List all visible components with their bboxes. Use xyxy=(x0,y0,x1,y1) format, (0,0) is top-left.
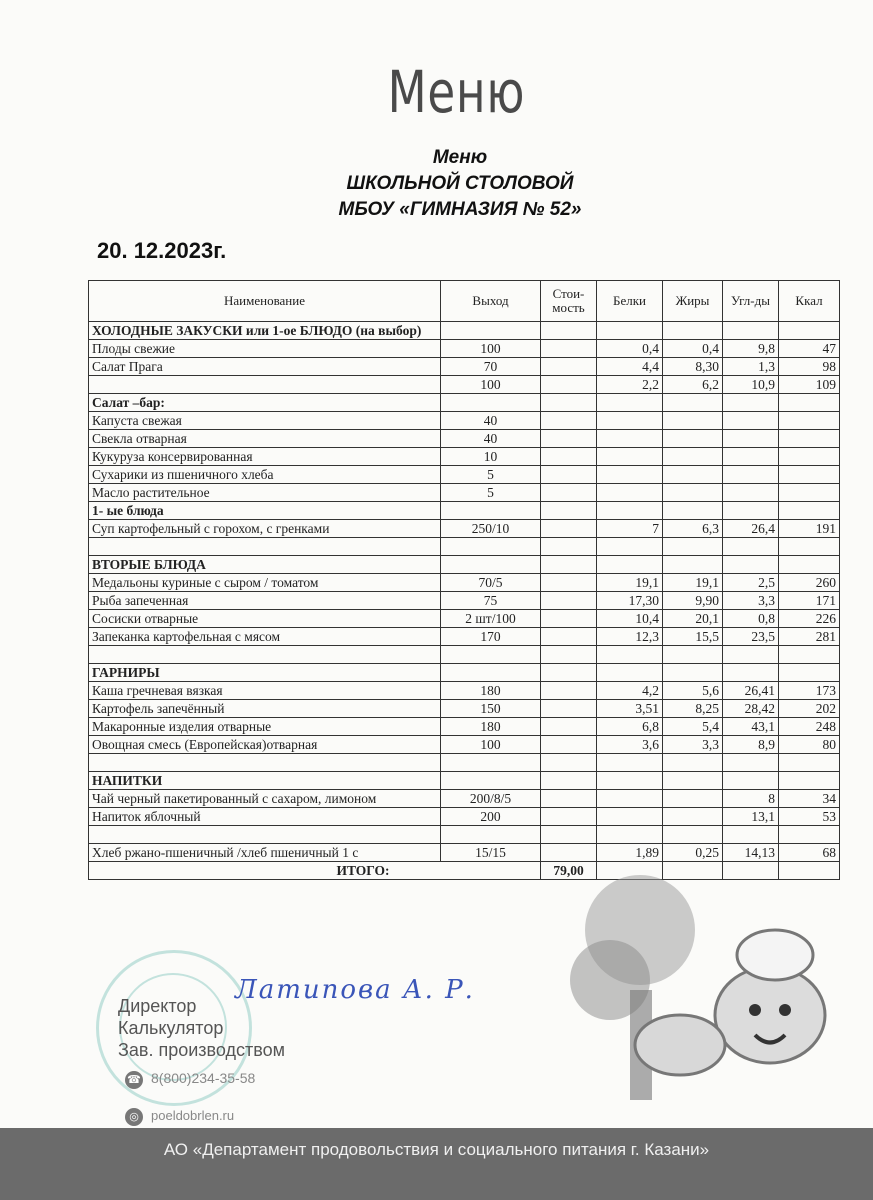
cell-yield: 180 xyxy=(441,682,541,700)
cell-carbs xyxy=(723,322,779,340)
cell-cost xyxy=(541,844,597,862)
cell-cost xyxy=(541,520,597,538)
cell-yield xyxy=(441,664,541,682)
cell-fat xyxy=(663,322,723,340)
cell-cost xyxy=(541,718,597,736)
cell-protein xyxy=(597,430,663,448)
cell-cost xyxy=(541,394,597,412)
cell-name: ГАРНИРЫ xyxy=(89,664,441,682)
cell-kcal xyxy=(779,772,840,790)
cell-kcal xyxy=(779,646,840,664)
cell-yield: 2 шт/100 xyxy=(441,610,541,628)
cell-fat xyxy=(663,664,723,682)
cell-cost xyxy=(541,340,597,358)
cell-carbs: 26,4 xyxy=(723,520,779,538)
cell-carbs: 8 xyxy=(723,790,779,808)
cell-name: Хлеб ржано-пшеничный /хлеб пшеничный 1 с xyxy=(89,844,441,862)
cell-cost xyxy=(541,556,597,574)
table-header-row xyxy=(89,281,840,322)
cell-kcal xyxy=(779,448,840,466)
total-label: ИТОГО: xyxy=(89,862,541,880)
cell-carbs: 10,9 xyxy=(723,376,779,394)
signoff-block xyxy=(118,995,285,1061)
cell-fat xyxy=(663,538,723,556)
cell-fat: 6,3 xyxy=(663,520,723,538)
table-row xyxy=(89,682,840,700)
cell-kcal xyxy=(779,484,840,502)
cell-name: Свекла отварная xyxy=(89,430,441,448)
cell-kcal: 98 xyxy=(779,358,840,376)
cell-yield xyxy=(441,502,541,520)
cell-yield xyxy=(441,322,541,340)
cell-name xyxy=(89,826,441,844)
table-row xyxy=(89,664,840,682)
cell-carbs: 2,5 xyxy=(723,574,779,592)
cell-carbs xyxy=(723,412,779,430)
cell-kcal xyxy=(779,502,840,520)
cell-fat: 8,30 xyxy=(663,358,723,376)
cell-fat: 0,25 xyxy=(663,844,723,862)
cell-name: Овощная смесь (Европейская)отварная xyxy=(89,736,441,754)
cell-name: НАПИТКИ xyxy=(89,772,441,790)
cell-yield xyxy=(441,754,541,772)
cell-kcal xyxy=(779,466,840,484)
cell-name: Сосиски отварные xyxy=(89,610,441,628)
cell-name: Чай черный пакетированный с сахаром, лимоном xyxy=(89,790,441,808)
col-protein: Белки xyxy=(597,281,663,322)
table-row xyxy=(89,502,840,520)
cell-protein xyxy=(597,664,663,682)
signoff-calculator: Калькулятор xyxy=(118,1018,224,1038)
table-row xyxy=(89,772,840,790)
table-row xyxy=(89,466,840,484)
col-name: Наименование xyxy=(89,281,441,322)
cell-kcal: 248 xyxy=(779,718,840,736)
cell-protein xyxy=(597,484,663,502)
cell-carbs: 26,41 xyxy=(723,682,779,700)
title-line-3: МБОУ «ГИМНАЗИЯ № 52» xyxy=(338,199,582,220)
cell-yield xyxy=(441,556,541,574)
cell-name xyxy=(89,376,441,394)
cell-name: Суп картофельный с горохом, с гренками xyxy=(89,520,441,538)
cell-protein xyxy=(597,772,663,790)
table-row xyxy=(89,556,840,574)
cell-protein: 2,2 xyxy=(597,376,663,394)
cell-yield: 150 xyxy=(441,700,541,718)
cell-cost xyxy=(541,646,597,664)
table-row xyxy=(89,754,840,772)
cell-cost xyxy=(541,358,597,376)
cell-name xyxy=(89,646,441,664)
cell-fat xyxy=(663,430,723,448)
cell-fat xyxy=(663,484,723,502)
cell-carbs xyxy=(723,664,779,682)
cell-kcal: 34 xyxy=(779,790,840,808)
cell-kcal: 109 xyxy=(779,376,840,394)
cell-kcal: 260 xyxy=(779,574,840,592)
cell-fat: 0,4 xyxy=(663,340,723,358)
cell-carbs: 8,9 xyxy=(723,736,779,754)
table-row xyxy=(89,574,840,592)
cell-name: Кукуруза консервированная xyxy=(89,448,441,466)
table-row xyxy=(89,610,840,628)
cell-yield xyxy=(441,826,541,844)
cell-protein xyxy=(597,646,663,664)
cell-protein: 17,30 xyxy=(597,592,663,610)
cell-name: ХОЛОДНЫЕ ЗАКУСКИ или 1-ое БЛЮДО (на выбор) xyxy=(89,322,441,340)
cell-name: 1- ые блюда xyxy=(89,502,441,520)
cell-protein xyxy=(597,502,663,520)
cell-yield: 100 xyxy=(441,376,541,394)
table-row xyxy=(89,358,840,376)
cell-fat: 20,1 xyxy=(663,610,723,628)
cell-kcal xyxy=(779,322,840,340)
cell-carbs xyxy=(723,466,779,484)
cell-kcal: 80 xyxy=(779,736,840,754)
cell-kcal: 202 xyxy=(779,700,840,718)
cell-protein: 4,2 xyxy=(597,682,663,700)
cell-kcal xyxy=(779,826,840,844)
cell-protein: 6,8 xyxy=(597,718,663,736)
cell-name: Масло растительное xyxy=(89,484,441,502)
cell-carbs xyxy=(723,556,779,574)
cell-name: Салат Прага xyxy=(89,358,441,376)
cell-cost xyxy=(541,448,597,466)
cell-kcal: 191 xyxy=(779,520,840,538)
cell-carbs xyxy=(723,448,779,466)
cell-fat: 3,3 xyxy=(663,736,723,754)
signoff-production: Зав. производством xyxy=(118,1040,285,1060)
cell-cost xyxy=(541,574,597,592)
cell-name: Макаронные изделия отварные xyxy=(89,718,441,736)
cell-fat xyxy=(663,502,723,520)
cell-yield xyxy=(441,394,541,412)
cell-carbs xyxy=(723,538,779,556)
cell-carbs: 43,1 xyxy=(723,718,779,736)
cell-protein xyxy=(597,322,663,340)
signoff-director: Директор xyxy=(118,996,197,1016)
cell-protein: 10,4 xyxy=(597,610,663,628)
cell-protein xyxy=(597,412,663,430)
cell-carbs xyxy=(723,484,779,502)
cell-cost xyxy=(541,538,597,556)
cell-cost xyxy=(541,736,597,754)
table-row xyxy=(89,844,840,862)
cell-carbs: 13,1 xyxy=(723,808,779,826)
cell-protein: 1,89 xyxy=(597,844,663,862)
cell-cost xyxy=(541,664,597,682)
cell-protein xyxy=(597,826,663,844)
cell-yield: 75 xyxy=(441,592,541,610)
contact-site xyxy=(125,1108,234,1126)
cell-protein xyxy=(597,754,663,772)
cell-fat xyxy=(663,448,723,466)
cell-protein: 3,6 xyxy=(597,736,663,754)
cell-protein: 19,1 xyxy=(597,574,663,592)
cell-name: Рыба запеченная xyxy=(89,592,441,610)
table-row xyxy=(89,808,840,826)
cell-protein: 0,4 xyxy=(597,340,663,358)
cell-yield: 100 xyxy=(441,736,541,754)
cell-yield: 250/10 xyxy=(441,520,541,538)
cell-cost xyxy=(541,466,597,484)
cell-kcal: 173 xyxy=(779,682,840,700)
cell-yield: 200 xyxy=(441,808,541,826)
cell-fat xyxy=(663,754,723,772)
cell-carbs xyxy=(723,646,779,664)
cell-cost xyxy=(541,376,597,394)
table-row xyxy=(89,322,840,340)
cell-fat: 6,2 xyxy=(663,376,723,394)
cell-yield: 40 xyxy=(441,412,541,430)
col-cost: Стои-мость xyxy=(541,281,597,322)
cell-carbs: 28,42 xyxy=(723,700,779,718)
cell-protein xyxy=(597,538,663,556)
menu-table xyxy=(88,280,840,880)
phone-icon: ☎ xyxy=(125,1071,143,1089)
cell-cost xyxy=(541,412,597,430)
col-carbs: Угл-ды xyxy=(723,281,779,322)
cell-kcal: 53 xyxy=(779,808,840,826)
cell-cost xyxy=(541,502,597,520)
table-row xyxy=(89,484,840,502)
mascot-illustration xyxy=(570,860,870,1120)
table-row xyxy=(89,538,840,556)
cell-yield: 5 xyxy=(441,484,541,502)
table-row xyxy=(89,700,840,718)
col-fat: Жиры xyxy=(663,281,723,322)
cell-kcal: 68 xyxy=(779,844,840,862)
cell-protein xyxy=(597,466,663,484)
cell-cost xyxy=(541,322,597,340)
cell-kcal: 171 xyxy=(779,592,840,610)
cell-carbs: 14,13 xyxy=(723,844,779,862)
cell-protein: 7 xyxy=(597,520,663,538)
cell-yield: 170 xyxy=(441,628,541,646)
total-sum: 79,00 xyxy=(541,862,597,880)
cell-kcal: 47 xyxy=(779,340,840,358)
col-yield: Выход xyxy=(441,281,541,322)
cell-cost xyxy=(541,790,597,808)
cell-fat xyxy=(663,808,723,826)
signature: Латипова А. Р. xyxy=(235,975,475,1005)
menu-body xyxy=(89,322,840,862)
cell-cost xyxy=(541,430,597,448)
cell-protein: 12,3 xyxy=(597,628,663,646)
cell-name: Капуста свежая xyxy=(89,412,441,430)
cell-name: Напиток яблочный xyxy=(89,808,441,826)
cell-name: Картофель запечённый xyxy=(89,700,441,718)
contact-phone xyxy=(125,1070,255,1089)
site-url: poeldobrlen.ru xyxy=(151,1108,235,1123)
cell-cost xyxy=(541,592,597,610)
cell-fat xyxy=(663,790,723,808)
cell-cost xyxy=(541,754,597,772)
cell-yield: 100 xyxy=(441,340,541,358)
cell-carbs: 3,3 xyxy=(723,592,779,610)
cell-name: Запеканка картофельная с мясом xyxy=(89,628,441,646)
cell-kcal xyxy=(779,556,840,574)
cell-fat: 5,6 xyxy=(663,682,723,700)
cell-protein xyxy=(597,790,663,808)
table-row xyxy=(89,520,840,538)
cell-cost xyxy=(541,772,597,790)
title-line-1: Меню xyxy=(432,147,488,168)
cell-carbs: 0,8 xyxy=(723,610,779,628)
table-row xyxy=(89,394,840,412)
footer-text: АО «Департамент продовольствия и социального питания г. Казани» xyxy=(163,1140,710,1159)
cell-cost xyxy=(541,808,597,826)
cell-yield: 10 xyxy=(441,448,541,466)
cell-kcal: 281 xyxy=(779,628,840,646)
cell-carbs xyxy=(723,394,779,412)
cell-kcal xyxy=(779,664,840,682)
cell-kcal xyxy=(779,394,840,412)
cell-carbs xyxy=(723,754,779,772)
cell-cost xyxy=(541,610,597,628)
footer-banner xyxy=(0,1128,873,1200)
cell-protein xyxy=(597,808,663,826)
table-row xyxy=(89,826,840,844)
handwritten-title: Меню xyxy=(387,58,526,126)
cell-carbs xyxy=(723,772,779,790)
cell-cost xyxy=(541,628,597,646)
menu-date: 20. 12.2023г. xyxy=(97,238,227,263)
cell-kcal: 226 xyxy=(779,610,840,628)
cell-fat xyxy=(663,826,723,844)
cell-yield: 200/8/5 xyxy=(441,790,541,808)
cell-yield: 40 xyxy=(441,430,541,448)
cell-name: Сухарики из пшеничного хлеба xyxy=(89,466,441,484)
cell-name: Салат –бар: xyxy=(89,394,441,412)
table-row xyxy=(89,412,840,430)
cell-kcal xyxy=(779,754,840,772)
cell-cost xyxy=(541,700,597,718)
col-kcal: Ккал xyxy=(779,281,840,322)
cell-carbs xyxy=(723,502,779,520)
cell-yield xyxy=(441,772,541,790)
cell-carbs: 9,8 xyxy=(723,340,779,358)
cell-name: Плоды свежие xyxy=(89,340,441,358)
cell-fat: 19,1 xyxy=(663,574,723,592)
cell-yield: 180 xyxy=(441,718,541,736)
table-row xyxy=(89,718,840,736)
cell-fat: 8,25 xyxy=(663,700,723,718)
cell-fat: 9,90 xyxy=(663,592,723,610)
phone-number: 8(800)234-35-58 xyxy=(151,1070,256,1086)
cell-fat xyxy=(663,646,723,664)
table-row xyxy=(89,448,840,466)
table-row xyxy=(89,376,840,394)
cell-name: Медальоны куриные с сыром / томатом xyxy=(89,574,441,592)
table-row xyxy=(89,790,840,808)
cell-kcal xyxy=(779,430,840,448)
cell-carbs: 23,5 xyxy=(723,628,779,646)
cell-kcal xyxy=(779,412,840,430)
table-row xyxy=(89,628,840,646)
cell-kcal xyxy=(779,538,840,556)
cell-fat: 5,4 xyxy=(663,718,723,736)
cell-name: ВТОРЫЕ БЛЮДА xyxy=(89,556,441,574)
cell-cost xyxy=(541,826,597,844)
cell-fat xyxy=(663,772,723,790)
cell-yield xyxy=(441,538,541,556)
cell-fat xyxy=(663,556,723,574)
cell-cost xyxy=(541,682,597,700)
cell-carbs xyxy=(723,430,779,448)
table-row xyxy=(89,736,840,754)
cell-fat xyxy=(663,412,723,430)
cell-name xyxy=(89,754,441,772)
cell-yield xyxy=(441,646,541,664)
table-row xyxy=(89,592,840,610)
cell-protein xyxy=(597,448,663,466)
cell-protein: 3,51 xyxy=(597,700,663,718)
table-row xyxy=(89,430,840,448)
cell-cost xyxy=(541,484,597,502)
cell-name xyxy=(89,538,441,556)
cell-name: Каша гречневая вязкая xyxy=(89,682,441,700)
cell-fat xyxy=(663,466,723,484)
cell-yield: 15/15 xyxy=(441,844,541,862)
table-row xyxy=(89,646,840,664)
title-line-2: ШКОЛЬНОЙ СТОЛОВОЙ xyxy=(346,173,574,194)
cell-carbs xyxy=(723,826,779,844)
document-title xyxy=(200,145,720,223)
cell-carbs: 1,3 xyxy=(723,358,779,376)
cell-yield: 70 xyxy=(441,358,541,376)
table-row xyxy=(89,340,840,358)
cell-protein: 4,4 xyxy=(597,358,663,376)
globe-icon: ◎ xyxy=(125,1108,143,1126)
cell-fat xyxy=(663,394,723,412)
cell-yield: 70/5 xyxy=(441,574,541,592)
cell-protein xyxy=(597,394,663,412)
cell-fat: 15,5 xyxy=(663,628,723,646)
cell-yield: 5 xyxy=(441,466,541,484)
cell-protein xyxy=(597,556,663,574)
